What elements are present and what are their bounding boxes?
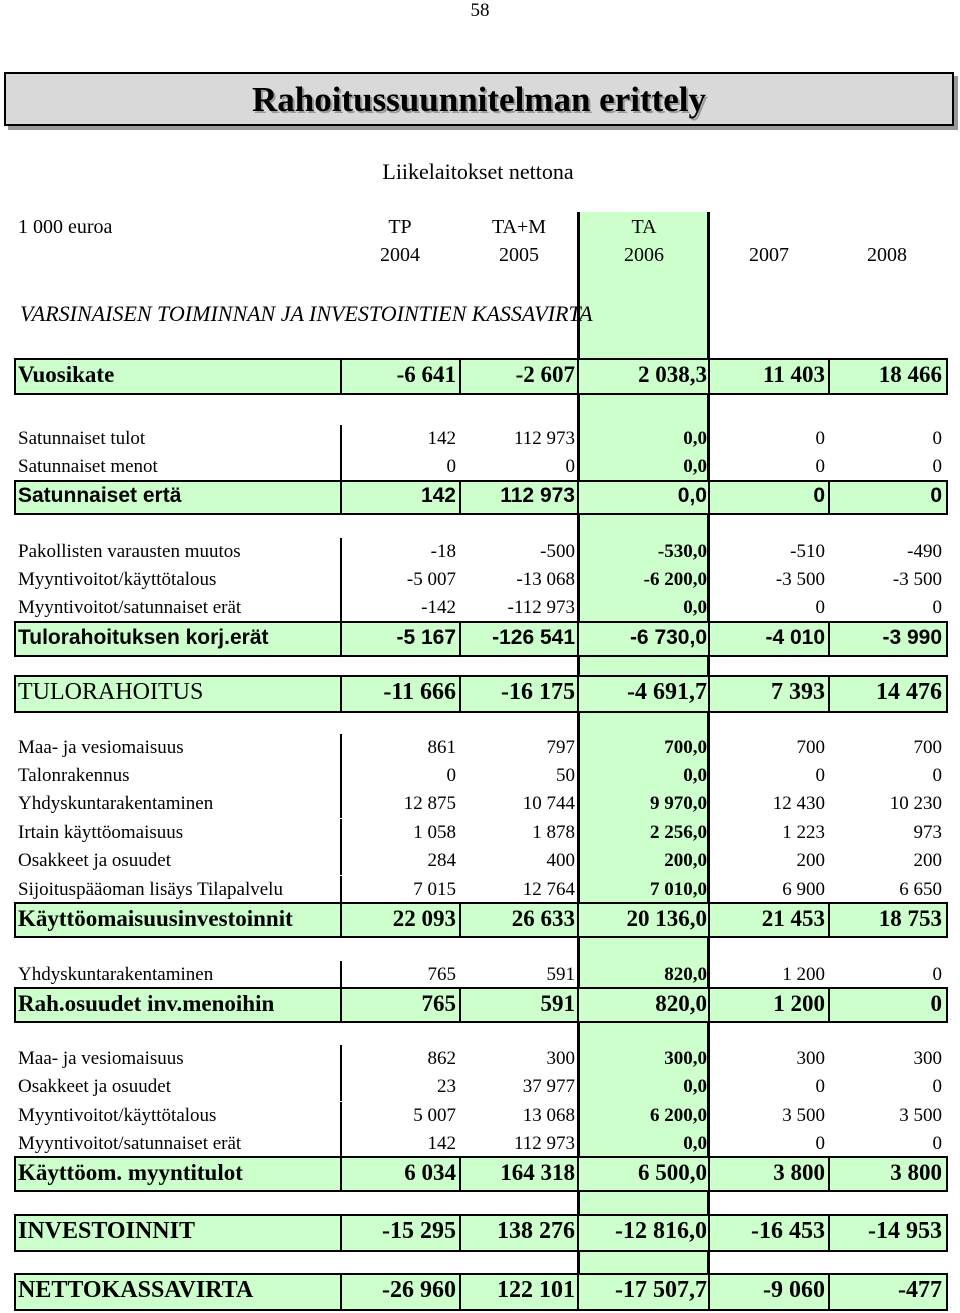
col-year-2006: 2006 — [624, 244, 664, 266]
table-row-kayttoomaisuusinvestoinnit — [0, 902, 960, 938]
row-label: INVESTOINNIT — [18, 1218, 195, 1244]
value-2006: 7 010,0 — [650, 879, 707, 900]
col-separator — [708, 1214, 710, 1252]
row-label: Maa- ja vesiomaisuus — [18, 737, 184, 758]
table-row-investoinnit — [0, 1214, 960, 1252]
col-separator — [828, 1214, 830, 1252]
value-2006: 0,0 — [683, 428, 707, 449]
col-separator — [340, 675, 342, 713]
value-2006: 0,0 — [683, 1133, 707, 1154]
col-separator — [828, 675, 830, 713]
value-2006: 20 136,0 — [626, 906, 707, 931]
value-2007: -16 453 — [751, 1218, 825, 1244]
value-2004: -142 — [421, 597, 456, 618]
col-separator — [577, 902, 579, 938]
value-2008: 0 — [932, 765, 942, 786]
row-label: Satunnaiset menot — [18, 456, 158, 477]
col-separator — [340, 621, 342, 657]
col-separator — [340, 1130, 342, 1158]
value-2006: -6 200,0 — [643, 569, 707, 590]
table-row-myyntivoitot-kayttotalous — [0, 566, 960, 594]
col-separator — [340, 1102, 342, 1130]
value-2004: 12 875 — [403, 793, 456, 814]
col-separator — [708, 1156, 710, 1192]
value-2007: 3 500 — [782, 1105, 825, 1126]
value-2007: 0 — [815, 1133, 825, 1154]
col-separator — [340, 453, 342, 481]
row-label: Tulorahoituksen korj.erät — [18, 626, 269, 649]
row-label: Myyntivoitot/satunnaiset erät — [18, 597, 242, 618]
value-2007: -510 — [790, 541, 825, 562]
col-separator — [340, 987, 342, 1023]
row-label: Vuosikate — [18, 362, 115, 387]
value-2008: 0 — [932, 1133, 942, 1154]
value-2004: -18 — [430, 541, 456, 562]
col-separator — [340, 762, 342, 790]
value-2008: 0 — [932, 964, 942, 985]
value-2008: 14 476 — [876, 679, 942, 705]
value-2006: 300,0 — [664, 1048, 707, 1069]
col-year-2007: 2007 — [749, 244, 789, 266]
value-2004: 23 — [437, 1076, 456, 1097]
unit-label: 1 000 euroa — [18, 216, 113, 238]
col-separator — [340, 876, 342, 904]
value-2008: -14 953 — [868, 1218, 942, 1244]
value-2007: -9 060 — [763, 1277, 825, 1303]
table-row-sijoituspaaoma — [0, 876, 960, 904]
col-separator — [577, 480, 579, 515]
value-2007: 21 453 — [761, 906, 825, 931]
col-separator — [340, 1273, 342, 1311]
col-separator — [340, 1073, 342, 1101]
value-2007: 0 — [815, 765, 825, 786]
value-2008: 0 — [932, 456, 942, 477]
page-title: Rahoitussuunnitelman erittely — [251, 80, 707, 119]
value-2004: -26 960 — [382, 1277, 456, 1303]
value-2006: 6 200,0 — [650, 1105, 707, 1126]
col-separator — [708, 987, 710, 1023]
value-2004: -5 007 — [406, 569, 456, 590]
value-2005: 37 977 — [522, 1076, 575, 1097]
col-header-tp: TP — [388, 216, 412, 238]
row-label: Satunnaiset ertä — [18, 484, 182, 507]
col-separator — [708, 358, 710, 395]
value-2004: -11 666 — [383, 679, 456, 705]
value-2004: 22 093 — [392, 906, 456, 931]
col-separator — [340, 790, 342, 818]
col-year-2004: 2004 — [380, 244, 420, 266]
value-2007: 11 403 — [763, 362, 825, 387]
value-2007: -4 010 — [765, 626, 825, 649]
table-row-maa-vesi — [0, 734, 960, 762]
value-2005: 1 878 — [532, 822, 575, 843]
value-2005: 112 973 — [513, 1133, 575, 1154]
value-2005: -126 541 — [492, 626, 575, 649]
value-2006: -530,0 — [657, 541, 707, 562]
value-2005: 112 973 — [513, 428, 575, 449]
value-2004: 0 — [446, 456, 456, 477]
col-separator — [577, 1214, 579, 1252]
value-2004: 765 — [421, 991, 456, 1016]
table-row-myyntivoitot-satunnaiset — [0, 594, 960, 622]
col-separator — [828, 1273, 830, 1311]
col-header-tam: TA+M — [491, 216, 547, 238]
value-2006: -12 816,0 — [615, 1218, 707, 1244]
value-2006: 6 500,0 — [638, 1160, 707, 1185]
col-year-2005: 2005 — [499, 244, 539, 266]
table-row-talonrakennus — [0, 762, 960, 790]
value-2005: 122 101 — [497, 1277, 575, 1303]
row-label: TULORAHOITUS — [18, 679, 204, 705]
col-separator — [828, 480, 830, 515]
col-separator — [577, 675, 579, 713]
value-2007: 1 223 — [782, 822, 825, 843]
value-2005: -2 607 — [515, 362, 575, 387]
row-label: Myyntivoitot/käyttötalous — [18, 1105, 217, 1126]
value-2004: 142 — [420, 484, 456, 507]
col-separator — [340, 1156, 342, 1192]
col-separator — [828, 1156, 830, 1192]
section-title: VARSINAISEN TOIMINNAN JA INVESTOINTIEN KASSAVIRTA — [20, 301, 593, 326]
value-2007: 3 800 — [773, 1160, 825, 1185]
value-2005: 10 744 — [522, 793, 575, 814]
col-separator — [340, 594, 342, 622]
value-2006: 200,0 — [664, 850, 707, 871]
table-row-myyntivoitot-kayttotalous-2 — [0, 1102, 960, 1130]
table-row-yhdyskuntarakentaminen — [0, 790, 960, 818]
table-row-kayttoom-myyntitulot — [0, 1156, 960, 1192]
col-header-ta: TA — [631, 216, 657, 238]
value-2008: 18 466 — [878, 362, 942, 387]
value-2008: 18 753 — [878, 906, 942, 931]
value-2005: 591 — [546, 964, 575, 985]
value-2008: 973 — [913, 822, 942, 843]
table-row-tulorahoituksen-korj — [0, 621, 960, 657]
col-separator — [577, 358, 579, 395]
value-2005: 112 973 — [500, 484, 575, 507]
col-separator — [577, 1273, 579, 1311]
value-2005: 164 318 — [500, 1160, 575, 1185]
col-separator — [459, 358, 461, 395]
table-row-tulorahoitus — [0, 675, 960, 713]
col-separator — [577, 1156, 579, 1192]
value-2005: 797 — [546, 737, 575, 758]
value-2008: 10 230 — [889, 793, 942, 814]
value-2006: 0,0 — [683, 597, 707, 618]
value-2008: -477 — [898, 1277, 942, 1303]
col-separator — [828, 987, 830, 1023]
value-2007: -3 500 — [775, 569, 825, 590]
value-2008: 200 — [913, 850, 942, 871]
row-label: Yhdyskuntarakentaminen — [18, 964, 214, 985]
value-2004: -5 167 — [396, 626, 456, 649]
col-separator — [459, 621, 461, 657]
value-2007: 7 393 — [771, 679, 825, 705]
value-2005: 400 — [546, 850, 575, 871]
page-subtitle: Liikelaitokset nettona — [382, 159, 574, 184]
value-2004: 5 007 — [413, 1105, 456, 1126]
col-separator — [340, 847, 342, 875]
table-row-osakkeet-osuudet — [0, 847, 960, 875]
col-separator — [340, 902, 342, 938]
row-label: Myyntivoitot/satunnaiset erät — [18, 1133, 242, 1154]
value-2005: 26 633 — [511, 906, 575, 931]
row-label: Osakkeet ja osuudet — [18, 1076, 172, 1097]
row-label: NETTOKASSAVIRTA — [18, 1277, 254, 1303]
value-2005: -16 175 — [501, 679, 575, 705]
col-separator — [708, 902, 710, 938]
col-separator — [340, 538, 342, 566]
row-label: Myyntivoitot/käyttötalous — [18, 569, 217, 590]
value-2006: 9 970,0 — [650, 793, 707, 814]
value-2005: -500 — [540, 541, 575, 562]
value-2004: 0 — [446, 765, 456, 786]
value-2008: -3 990 — [882, 626, 942, 649]
value-2007: 0 — [815, 456, 825, 477]
row-label: Satunnaiset tulot — [18, 428, 146, 449]
value-2005: 12 764 — [522, 879, 575, 900]
page-number: 58 — [470, 0, 490, 21]
table-row-rah-osuudet — [0, 987, 960, 1023]
value-2005: 591 — [540, 991, 575, 1016]
value-2004: 862 — [427, 1048, 456, 1069]
value-2006: 0,0 — [683, 456, 707, 477]
col-separator — [708, 621, 710, 657]
value-2004: -6 641 — [396, 362, 456, 387]
col-separator — [340, 819, 342, 847]
value-2007: 12 430 — [772, 793, 825, 814]
col-separator — [340, 961, 342, 989]
col-separator — [708, 675, 710, 713]
value-2008: -3 500 — [892, 569, 942, 590]
value-2005: 13 068 — [522, 1105, 575, 1126]
col-separator — [340, 358, 342, 395]
value-2008: 0 — [932, 428, 942, 449]
table-row-satunnaiset-erta — [0, 480, 960, 515]
col-year-2008: 2008 — [867, 244, 907, 266]
value-2008: 3 800 — [890, 1160, 942, 1185]
col-separator — [459, 902, 461, 938]
value-2006: 0,0 — [683, 1076, 707, 1097]
value-2004: 284 — [427, 850, 456, 871]
value-2008: 0 — [932, 1076, 942, 1097]
value-2006: 700,0 — [664, 737, 707, 758]
value-2004: -15 295 — [382, 1218, 456, 1244]
col-separator — [340, 734, 342, 762]
value-2006: 2 038,3 — [638, 362, 707, 387]
value-2006: -6 730,0 — [629, 626, 707, 649]
value-2005: 300 — [546, 1048, 575, 1069]
table-row-satunnaiset-menot — [0, 453, 960, 481]
col-separator — [828, 621, 830, 657]
row-label: Rah.osuudet inv.menoihin — [18, 991, 275, 1016]
col-separator — [708, 480, 710, 515]
value-2006: 0,0 — [677, 484, 707, 507]
col-separator — [459, 1273, 461, 1311]
col-separator — [459, 480, 461, 515]
value-2008: 6 650 — [899, 879, 942, 900]
value-2006: 820,0 — [664, 964, 707, 985]
col-separator — [708, 1273, 710, 1311]
row-label: Käyttöom. myyntitulot — [18, 1160, 243, 1185]
value-2007: 0 — [815, 597, 825, 618]
value-2007: 6 900 — [782, 879, 825, 900]
value-2007: 1 200 — [773, 991, 825, 1016]
col-separator — [340, 425, 342, 453]
table-row-osakkeet-osuudet-2 — [0, 1073, 960, 1101]
row-label: Käyttöomaisuusinvestoinnit — [18, 906, 293, 931]
value-2006: 2 256,0 — [650, 822, 707, 843]
col-separator — [340, 480, 342, 515]
row-label: Yhdyskuntarakentaminen — [18, 793, 214, 814]
value-2004: 6 034 — [404, 1160, 456, 1185]
col-separator — [459, 987, 461, 1023]
table-row-satunnaiset-tulot — [0, 425, 960, 453]
value-2007: 0 — [813, 484, 825, 507]
value-2005: -112 973 — [507, 597, 575, 618]
value-2007: 200 — [796, 850, 825, 871]
col-separator — [577, 621, 579, 657]
value-2006: 0,0 — [683, 765, 707, 786]
row-label: Maa- ja vesiomaisuus — [18, 1048, 184, 1069]
value-2007: 1 200 — [782, 964, 825, 985]
value-2007: 0 — [815, 1076, 825, 1097]
value-2007: 300 — [796, 1048, 825, 1069]
row-label: Osakkeet ja osuudet — [18, 850, 172, 871]
row-label: Talonrakennus — [18, 765, 130, 786]
table-row-maa-vesi-2 — [0, 1045, 960, 1073]
table-row-irtain-kayttoomaisuus — [0, 819, 960, 847]
value-2004: 7 015 — [413, 879, 456, 900]
col-separator — [340, 1214, 342, 1252]
value-2008: -490 — [907, 541, 942, 562]
value-2004: 1 058 — [413, 822, 456, 843]
col-separator — [340, 1045, 342, 1073]
value-2004: 142 — [427, 428, 456, 449]
value-2008: 0 — [930, 484, 942, 507]
col-separator — [459, 1214, 461, 1252]
table-row-myyntivoitot-satunnaiset-2 — [0, 1130, 960, 1158]
value-2008: 0 — [932, 597, 942, 618]
col-separator — [459, 675, 461, 713]
value-2004: 861 — [427, 737, 456, 758]
value-2005: -13 068 — [516, 569, 575, 590]
table-row-yhdyskuntarakentaminen-2 — [0, 961, 960, 989]
col-separator — [340, 566, 342, 594]
value-2006: -17 507,7 — [615, 1277, 707, 1303]
value-2008: 3 500 — [899, 1105, 942, 1126]
col-separator — [459, 1156, 461, 1192]
value-2006: -4 691,7 — [627, 679, 707, 705]
value-2005: 138 276 — [497, 1218, 575, 1244]
table-row-vuosikate — [0, 358, 960, 395]
value-2007: 700 — [796, 737, 825, 758]
table-row-pakollisten — [0, 538, 960, 566]
value-2008: 0 — [930, 991, 942, 1016]
value-2004: 765 — [427, 964, 456, 985]
col-separator — [828, 902, 830, 938]
value-2006: 820,0 — [655, 991, 707, 1016]
table-row-nettokassavirta — [0, 1273, 960, 1311]
col-separator — [577, 987, 579, 1023]
value-2007: 0 — [815, 428, 825, 449]
value-2008: 300 — [913, 1048, 942, 1069]
value-2005: 0 — [565, 456, 575, 477]
row-label: Pakollisten varausten muutos — [18, 541, 241, 562]
value-2005: 50 — [556, 765, 575, 786]
col-separator — [828, 358, 830, 395]
row-label: Irtain käyttöomaisuus — [18, 822, 184, 843]
value-2004: 142 — [427, 1133, 456, 1154]
value-2008: 700 — [913, 737, 942, 758]
row-label: Sijoituspääoman lisäys Tilapalvelu — [18, 879, 283, 900]
